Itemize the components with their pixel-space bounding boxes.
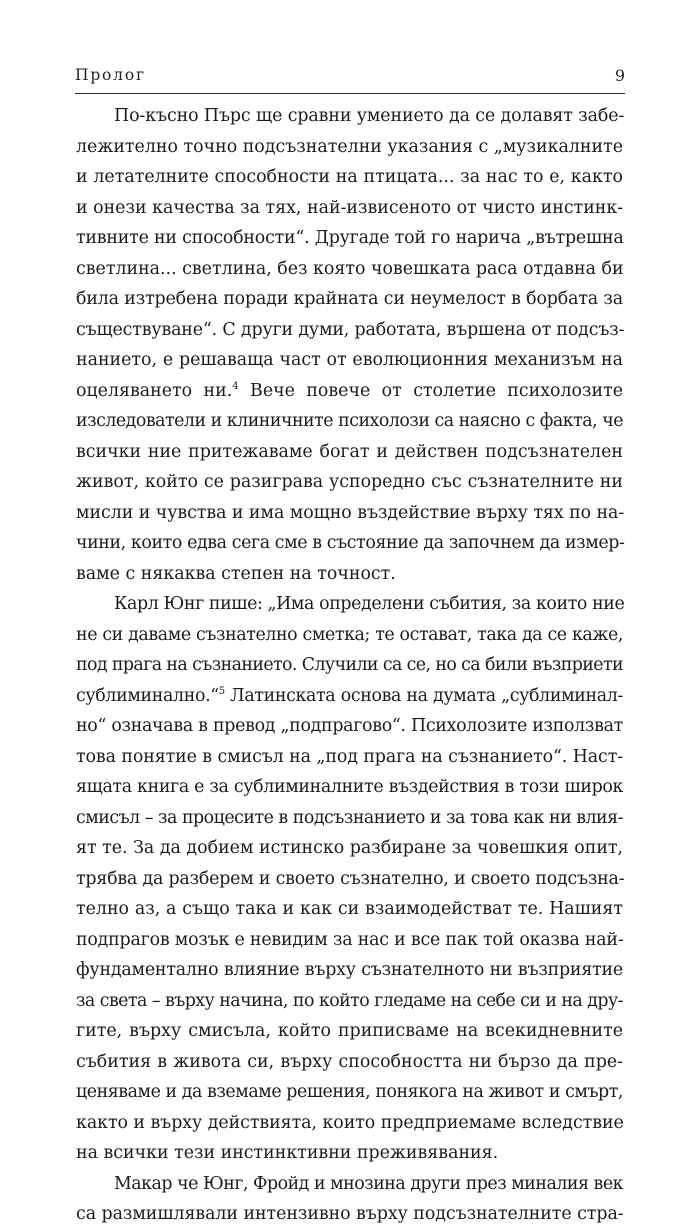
text-line: съществуване“. С други думи, работата, вършена от подсъз- bbox=[76, 319, 625, 340]
text-line: Карл Юнг пише: „Има определени събития, за които ние bbox=[114, 594, 625, 614]
text-line: била изтребена поради крайната си неумелост в борбата за bbox=[76, 289, 623, 309]
text-line: Макар че Юнг, Фройд и мнозина други през миналия век bbox=[114, 1173, 623, 1194]
text-line: чини, които едва сега сме в състояние да започнем да измер- bbox=[76, 533, 625, 553]
text-line: подпрагов мозък е невидим за нас и все пак той оказва най- bbox=[76, 929, 624, 950]
body-text bbox=[76, 101, 623, 1230]
header-rule bbox=[75, 93, 625, 94]
text-line: лежително точно подсъзнателни указания с „музикалните bbox=[76, 136, 623, 157]
text-line: под прага на съзнанието. Случили са се, но са били възприети bbox=[76, 655, 623, 675]
text-line: и летателните способности на птицата... за нас то е, както bbox=[76, 167, 623, 187]
text-line: ят те. За да добием истинско разбиране за човешкия опит, bbox=[76, 838, 624, 858]
text-line: и онези качества за тях, най-извисеното от чисто инстинк- bbox=[76, 197, 624, 218]
text-line: нанието, е решаваща част от еволюционния механизъм на bbox=[76, 350, 623, 370]
text-line: тивните ни способности“. Другаде той го нарича „вътрешна bbox=[76, 228, 624, 248]
text-line: но“ означава в превод „подпрагово“. Психолозите използват bbox=[76, 716, 623, 736]
text-line: живот, който се разиграва успоредно със съзнателните ни bbox=[76, 472, 623, 492]
line-text: Вече повече от столетие психолозите bbox=[238, 380, 623, 401]
text-line: за света – върху начина, по който гледаме на себе си и на дру- bbox=[76, 990, 623, 1011]
text-line: фундаментално влияние върху съзнателното ни възприятие bbox=[76, 960, 623, 980]
text-line bbox=[76, 681, 623, 712]
running-head bbox=[75, 66, 625, 90]
text-line: светлина... светлина, без която човешката раса отдавна би bbox=[76, 258, 624, 279]
text-line: на всички тези инстинктивни преживявания. bbox=[76, 1143, 499, 1163]
text-line: ящата книга е за сублиминалните въздействия в този широк bbox=[76, 777, 623, 797]
text-line: мисли и чувства и има мощно въздействие върху тях по на- bbox=[76, 502, 625, 523]
text-line: събития в живота си, върху способността ни бързо да пре- bbox=[76, 1051, 623, 1072]
footnote-marker: 4 bbox=[232, 380, 239, 392]
text-line: не си даваме съзнателно сметка; те остават, така да се каже, bbox=[76, 624, 623, 645]
text-line: гите, върху смисъла, който приписваме на всекидневните bbox=[76, 1021, 623, 1041]
line-text: Латинската основа на думата „сублиминал- bbox=[224, 685, 623, 706]
text-line: изследователи и клиничните психолози са наясно с факта, че bbox=[76, 411, 623, 431]
running-title: Пролог bbox=[75, 66, 146, 84]
line-text: оцеляването ни. bbox=[76, 380, 233, 401]
text-line: трябва да разберем и своето съзнателно, и своето подсъзна- bbox=[76, 868, 625, 889]
text-line: това понятие в смисъл на „под прага на съзнанието“. Наст- bbox=[76, 746, 623, 767]
text-line bbox=[76, 376, 623, 407]
page-number: 9 bbox=[614, 66, 625, 85]
text-line: смисъл – за процесите в подсъзнанието и за това как ни влия- bbox=[76, 807, 623, 828]
line-text: сублиминално.“ bbox=[76, 685, 219, 706]
text-line: ценяваме и да вземаме решения, понякога на живот и смърт, bbox=[76, 1082, 623, 1102]
text-line: както и върху действията, които предприемаме вследствие bbox=[76, 1112, 624, 1133]
footnote-marker: 5 bbox=[218, 685, 225, 697]
text-line: ваме с някаква степен на точност. bbox=[76, 563, 396, 584]
text-line: всички ние притежаваме богат и действен подсъзнателен bbox=[76, 441, 623, 462]
text-line: са размишлявали интензивно върху подсъзнателните стра- bbox=[76, 1204, 624, 1224]
text-line: телно аз, а също така и как си взаимодействат те. Нашият bbox=[76, 899, 623, 919]
text-line: По-късно Пърс ще сравни умението да се долавят забе- bbox=[114, 106, 625, 126]
